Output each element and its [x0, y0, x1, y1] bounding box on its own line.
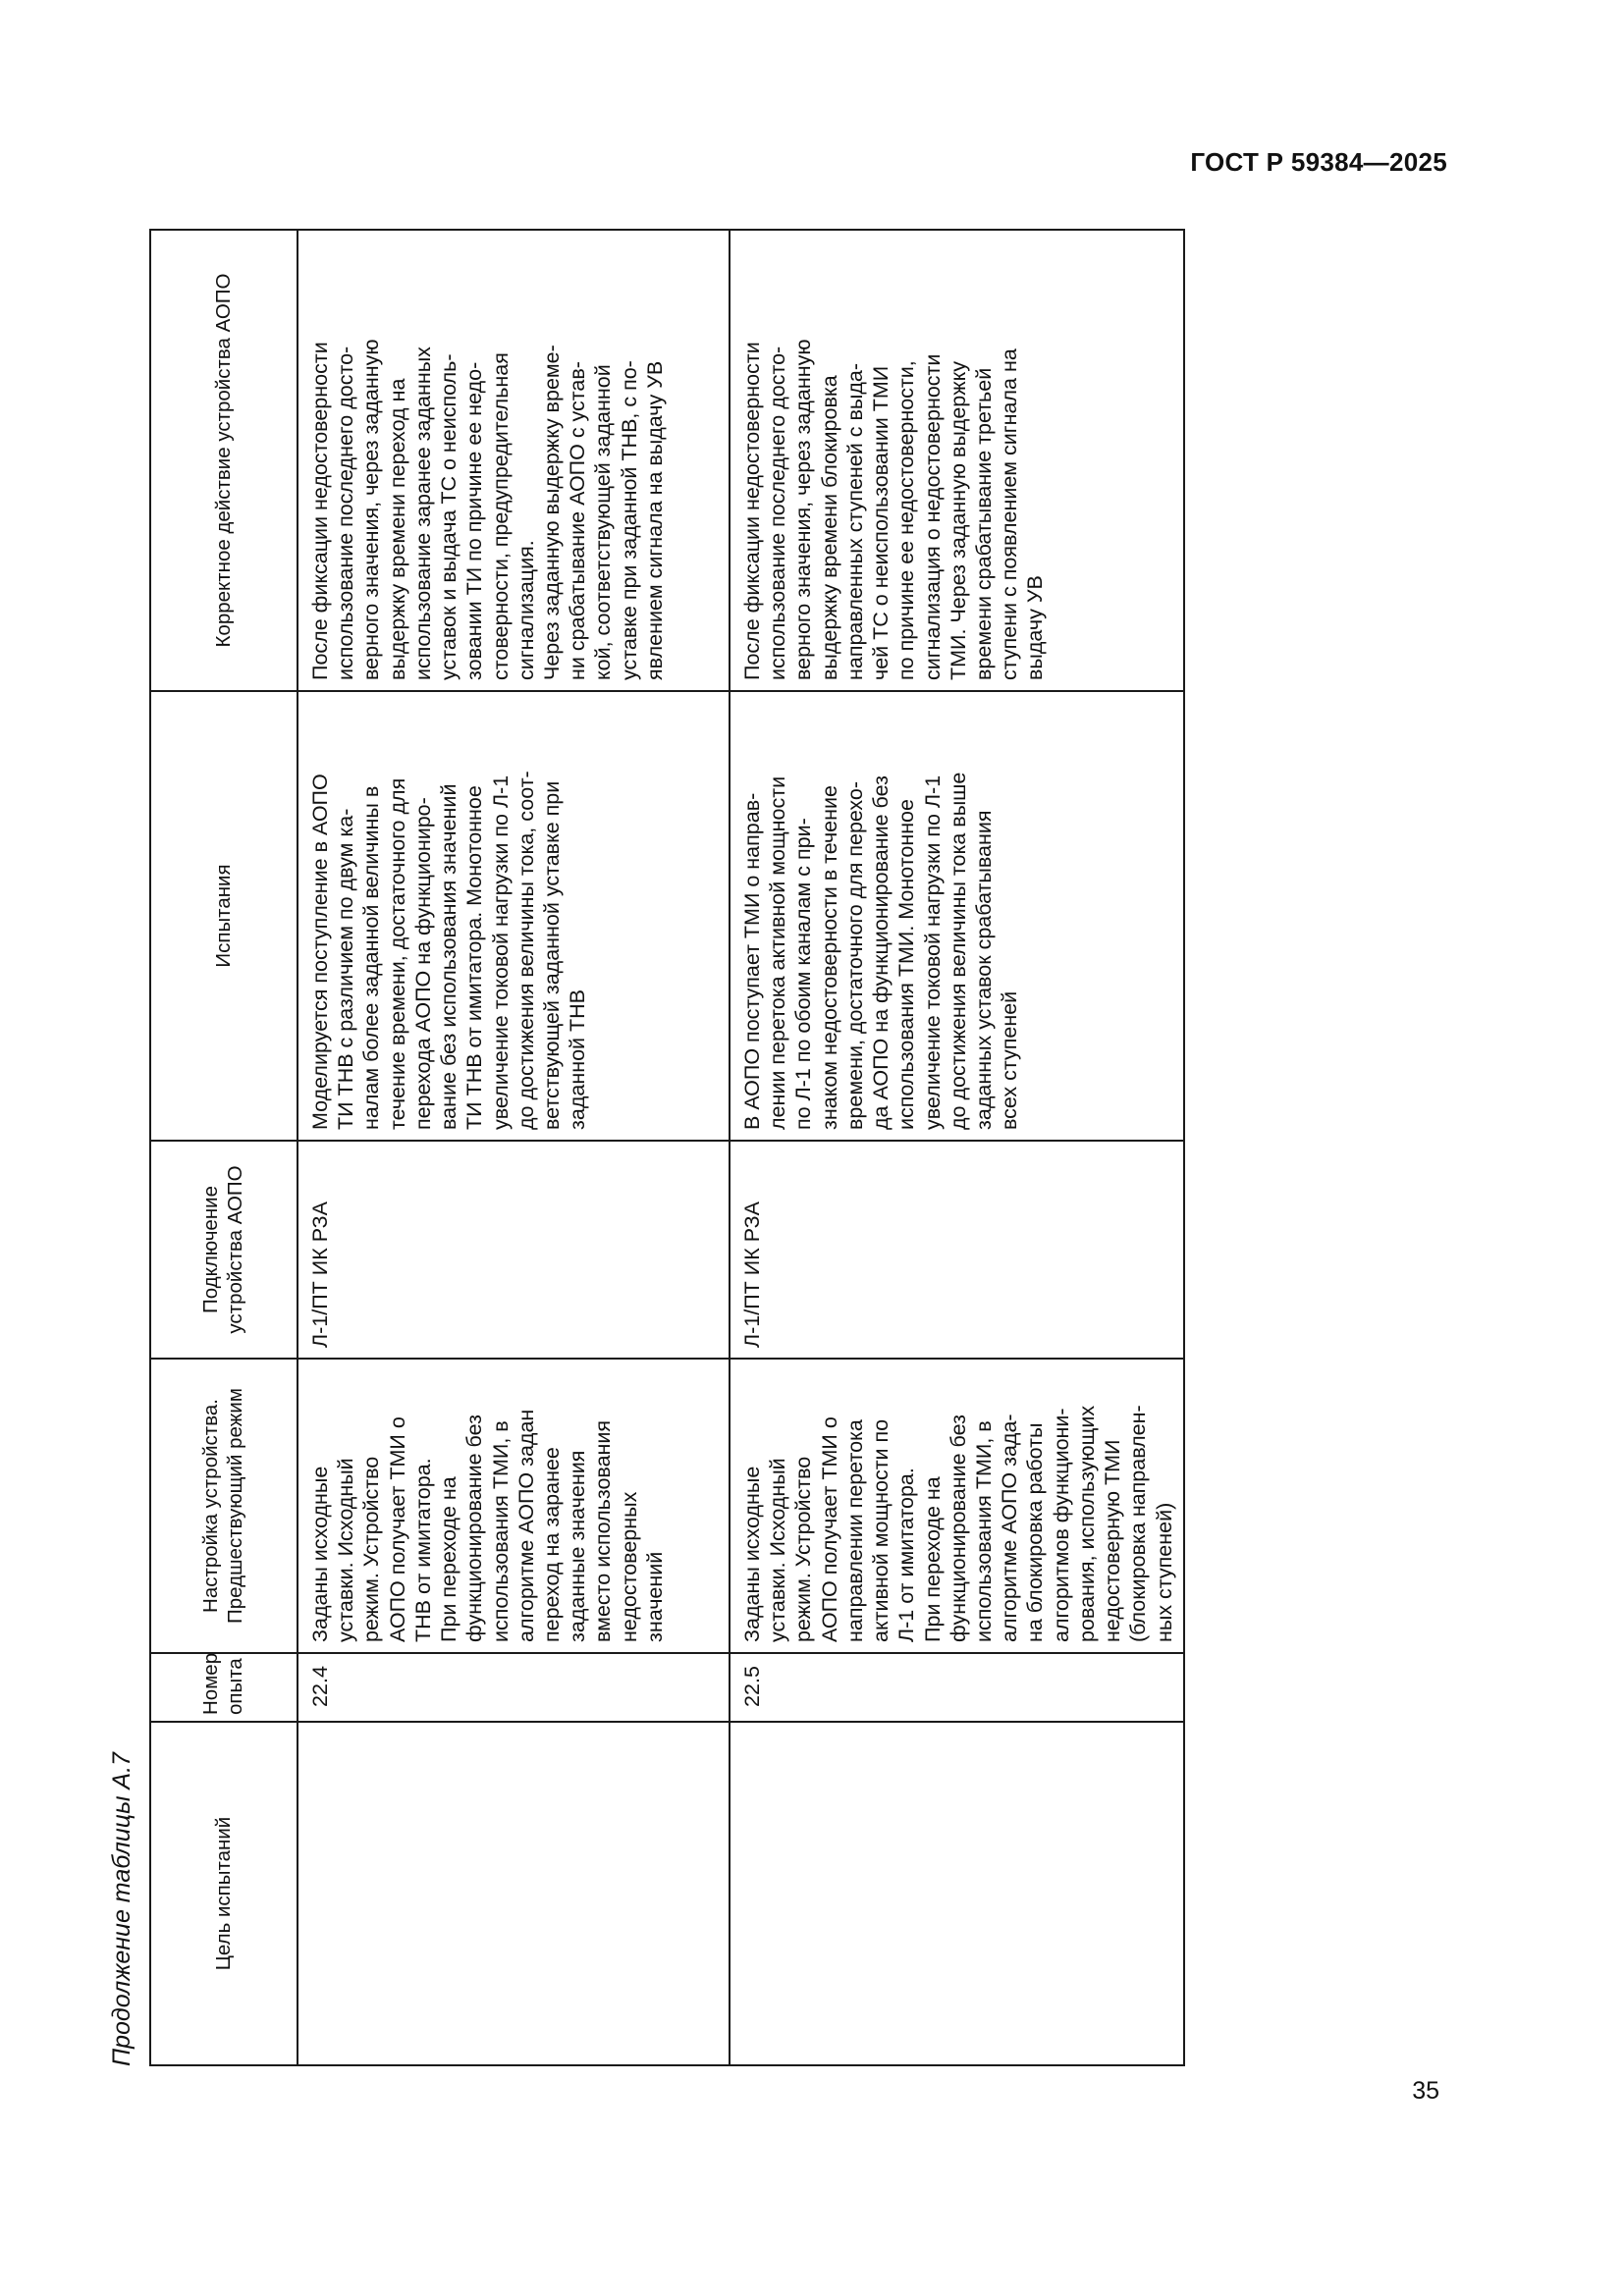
table-row: [730, 230, 1184, 2065]
cell-connection: Л-1/ПТ ИК РЗА: [298, 1141, 730, 1359]
cell-number: 22.5: [730, 1653, 1184, 1722]
cell-purpose: [730, 1722, 1184, 2065]
cell-connection: Л-1/ПТ ИК РЗА: [730, 1141, 1184, 1359]
column-header-test: Испытания: [150, 691, 298, 1141]
rotated-table-area: [110, 221, 1200, 2066]
cell-setup: Заданы исходные уставки. Исходный режим. Устройство АОПО получает ТМИ о направлении перетока активной мощности по Л-1 от имитатора. При переходе на функционирование без использования ТМИ, в алгоритме АОПО зада- на блокировка работы алгоритмов функциони- рования, использующих недостоверную ТМИ (блокировка направлен- ных ступеней): [730, 1359, 1184, 1653]
cell-test: В АОПО поступает ТМИ о направ- лении перетока активной мощности по Л-1 по обоим каналам с при- знаком недостоверности в течение времени, достаточного для перехо- да АОПО на функционирование без использования ТМИ. Монотонное увеличение токовой нагрузки по Л-1 до достижения величины тока выше заданных уставок срабатывания всех ступеней: [730, 691, 1184, 1141]
cell-number: 22.4: [298, 1653, 730, 1722]
cell-action: После фиксации недостоверности использование последнего досто- верного значения, через заданную выдержку времени блокировка направленных ступеней с выда- чей ТС о неиспользовании ТМИ по причине ее недостоверности, сигнализация о недостоверности ТМИ. Через заданную выдержку времени срабатывание третьей ступени с появлением сигнала на выдачу УВ: [730, 230, 1184, 691]
document-code: ГОСТ Р 59384—2025: [1190, 147, 1447, 177]
cell-purpose: [298, 1722, 730, 2065]
continuation-label: Продолжение таблицы А.7: [108, 1752, 135, 2066]
table-row: [298, 230, 730, 2065]
column-header-setup: Настройка устройства. Предшествующий режим: [150, 1359, 298, 1653]
column-header-purpose: Цель испытаний: [150, 1722, 298, 2065]
column-header-connection: Подключение устройства АОПО: [150, 1141, 298, 1359]
table-header-row: [150, 230, 298, 2065]
cell-test: Моделируется поступление в АОПО ТИ ТНВ с различием по двум ка- налам более заданной величины в течение времени, достаточного для перехода АОПО на функциониро- вание без использования значений ТИ ТНВ от имитатора. Монотонное увеличение токовой нагрузки по Л-1 до достижения величины тока, соот- ветствующей заданной уставке при заданной ТНВ: [298, 691, 730, 1141]
test-table: [149, 229, 1185, 2066]
column-header-number: Номер опыта: [150, 1653, 298, 1722]
column-header-action: Корректное действие устройства АОПО: [150, 230, 298, 691]
cell-setup: Заданы исходные уставки. Исходный режим. Устройство АОПО получает ТМИ о ТНВ от имитатора. При переходе на функционирование без использования ТМИ, в алгоритме АОПО задан переход на заранее заданные значения вместо использования недостоверных значений: [298, 1359, 730, 1653]
page-number: 35: [1412, 2077, 1439, 2105]
cell-action: После фиксации недостоверности использование последнего досто- верного значения, через заданную выдержку времени переход на использование заранее заданных уставок и выдача ТС о неисполь- зовании ТИ по причине ее недо- стоверности, предупредительная сигнализация. Через заданную выдержку време- ни срабатывание АОПО с устав- кой, соответствующей заданной уставке при заданной ТНВ, с по- явлением сигнала на выдачу УВ: [298, 230, 730, 691]
